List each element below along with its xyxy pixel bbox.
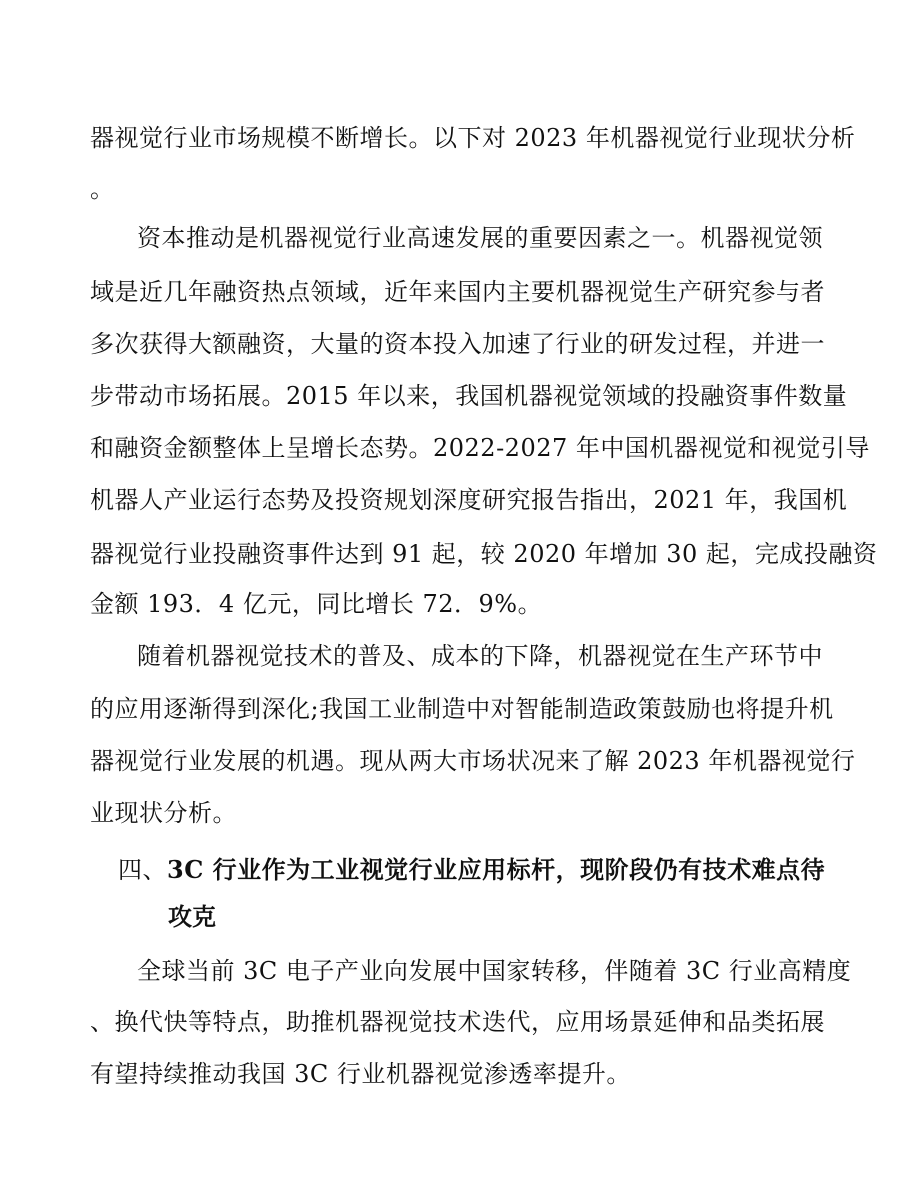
paragraph-line: 随着机器视觉技术的普及、成本的下降，机器视觉在生产环节中	[137, 642, 823, 670]
section-heading-continuation: 攻克	[168, 902, 216, 931]
paragraph-line: 、换代快等特点，助推机器视觉技术迭代，应用场景延伸和品类拓展	[90, 1008, 825, 1036]
paragraph-line: 的应用逐渐得到深化;我国工业制造中对智能制造政策鼓励也将提升机	[90, 695, 834, 723]
paragraph-line: 多次获得大额融资，大量的资本投入加速了行业的研发过程，并进一	[90, 330, 825, 358]
paragraph-line: 有望持续推动我国 3C 行业机器视觉渗透率提升。	[90, 1060, 631, 1088]
section-heading	[118, 853, 825, 887]
paragraph-line: 和融资金额整体上呈增长态势。2022-2027 年中国机器视觉和视觉引导	[90, 434, 870, 462]
paragraph-line: 步带动市场拓展。2015 年以来，我国机器视觉领域的投融资事件数量	[90, 382, 848, 410]
paragraph-line: 资本推动是机器视觉行业高速发展的重要因素之一。机器视觉领	[137, 224, 823, 252]
section-heading-prefix: 四、	[118, 856, 167, 884]
paragraph-line: 金额 193．4 亿元，同比增长 72．9%。	[90, 590, 543, 618]
paragraph-line: 机器人产业运行态势及投资规划深度研究报告指出，2021 年，我国机	[90, 486, 848, 514]
paragraph-line: 器视觉行业发展的机遇。现从两大市场状况来了解 2023 年机器视觉行	[90, 747, 856, 775]
paragraph-line: 业现状分析。	[90, 799, 237, 827]
paragraph-line: 全球当前 3C 电子产业向发展中国家转移，伴随着 3C 行业高精度	[137, 957, 852, 985]
paragraph-line: 器视觉行业投融资事件达到 91 起，较 2020 年增加 30 起，完成投融资	[90, 540, 878, 568]
paragraph-line: 器视觉行业市场规模不断增长。以下对 2023 年机器视觉行业现状分析	[90, 124, 856, 152]
paragraph-line: 。	[90, 175, 115, 203]
section-heading-title: 3C 行业作为工业视觉行业应用标杆，现阶段仍有技术难点待	[167, 855, 826, 884]
paragraph-line: 域是近几年融资热点领域，近年来国内主要机器视觉生产研究参与者	[90, 278, 825, 306]
